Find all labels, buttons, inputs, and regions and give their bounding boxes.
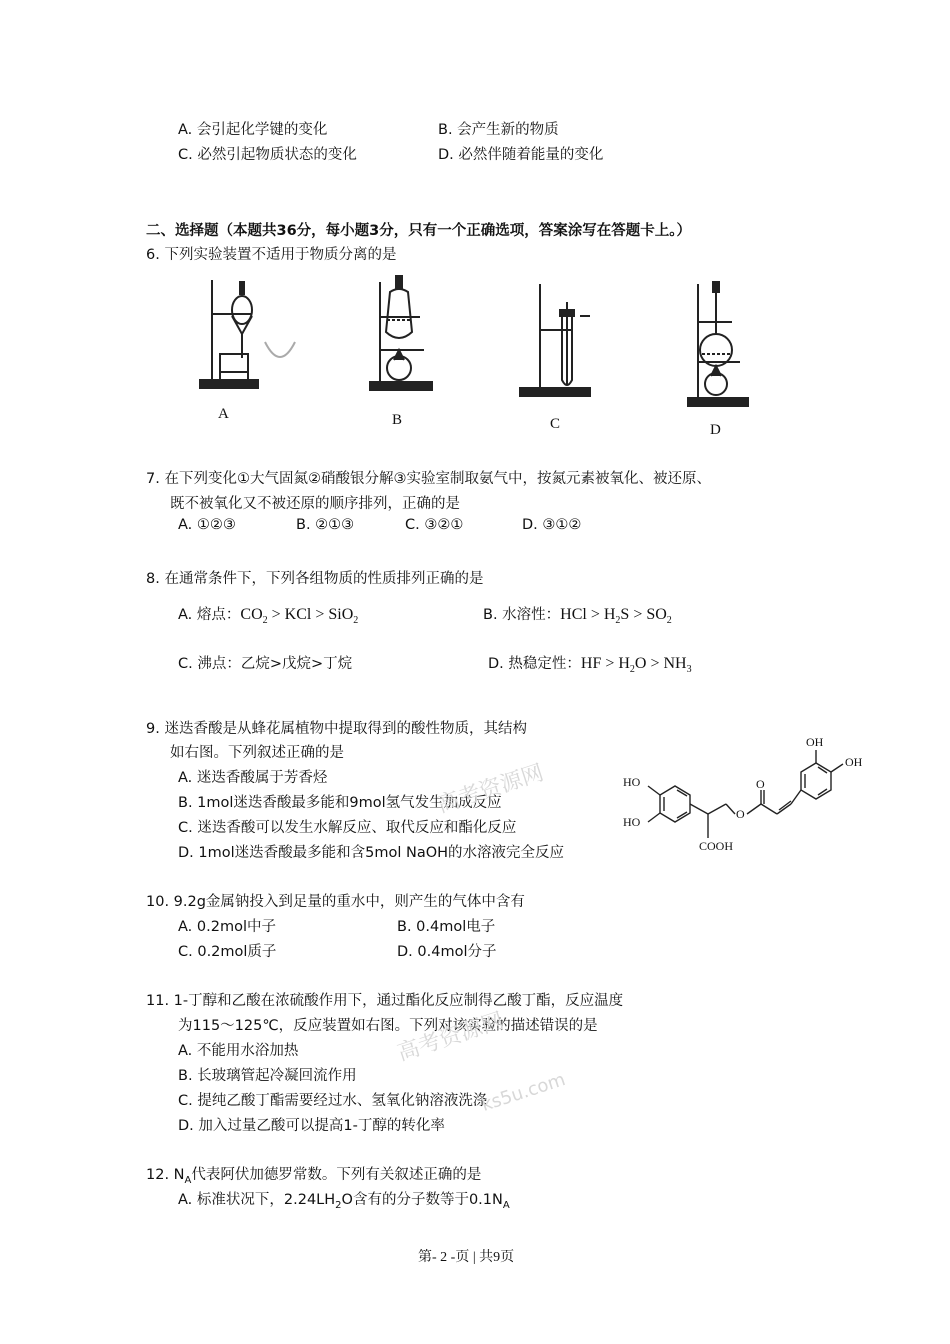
q11-option-a: A. 不能用水浴加热	[178, 1043, 299, 1059]
q9-stem-line1: 9. 迷迭香酸是从蜂花属植物中提取得到的酸性物质，其结构	[146, 721, 527, 737]
q5-option-c: C. 必然引起物质状态的变化	[178, 147, 357, 163]
q12-a-pre: A. 标准状况下，2.24LH	[178, 1192, 336, 1208]
q7-option-c: C. ③②①	[405, 517, 464, 533]
struct-o-ester: O	[736, 807, 745, 821]
q12-stem-post: 代表阿伏加德罗常数。下列有关叙述正确的是	[191, 1167, 482, 1183]
q7-option-d: D. ③①②	[522, 517, 582, 533]
apparatus-d-icon	[688, 282, 748, 406]
q12-stem-sub: A	[184, 1174, 192, 1186]
q8-b-formula: HCl > $H_2S > SO_2$	[560, 606, 672, 627]
q6-apparatus-figure	[180, 272, 770, 442]
q10-option-c: C. 0.2mol质子	[178, 944, 277, 960]
q12-a-mid: O含有的分子数等于0.1N	[341, 1192, 503, 1208]
apparatus-b-icon	[370, 276, 432, 390]
label-a: A	[218, 406, 229, 422]
apparatus-a-icon	[200, 280, 295, 388]
q8-c-label: C. 沸点：	[178, 656, 241, 672]
watermark-2: 高考资源网	[394, 1008, 507, 1067]
q12-a-sub2: A	[502, 1199, 510, 1211]
rosmarinic-acid-structure	[615, 728, 880, 858]
q8-stem: 8. 在通常条件下，下列各组物质的性质排列正确的是	[146, 571, 484, 587]
watermark-1: 高考资源网	[434, 760, 547, 819]
apparatus-c-icon	[520, 284, 590, 396]
q9-option-b: B. 1mol迷迭香酸最多能和9mol氢气发生加成反应	[178, 795, 502, 811]
q8-d-label: D. 热稳定性：	[488, 656, 581, 672]
section-title: 二、选择题（本题共36分，每小题3分，只有一个正确选项，答案涂写在答题卡上。）	[146, 223, 692, 239]
label-d: D	[710, 422, 721, 438]
q9-option-a: A. 迷迭香酸属于芳香烃	[178, 770, 328, 786]
q11-option-d: D. 加入过量乙酸可以提高1-丁醇的转化率	[178, 1118, 445, 1134]
struct-ho-bottom: HO	[623, 815, 641, 829]
q8-a-label: A. 熔点：	[178, 607, 241, 623]
q8-option-c	[178, 652, 352, 673]
q8-option-d	[488, 652, 692, 675]
q10-option-d: D. 0.4mol分子	[397, 944, 497, 960]
q12-a-sub: 2	[335, 1199, 342, 1211]
q7-option-a: A. ①②③	[178, 517, 236, 533]
label-c: C	[550, 416, 561, 432]
q9-stem-line2: 如右图。下列叙述正确的是	[170, 745, 344, 761]
q11-stem-line1: 11. 1-丁醇和乙酸在浓硫酸作用下，通过酯化反应制得乙酸丁酯，反应温度	[146, 993, 624, 1009]
q12-stem	[146, 1163, 481, 1186]
q8-c-value: 乙烷>戊烷>丁烷	[240, 656, 353, 672]
q8-option-b	[483, 603, 672, 626]
q5-option-b: B. 会产生新的物质	[438, 122, 559, 138]
page-footer: 第- 2 -页 | 共9页	[418, 1250, 515, 1265]
q10-stem: 10. 9.2g金属钠投入到足量的重水中，则产生的气体中含有	[146, 894, 525, 910]
q8-a-formula: $CO_2$ > KCl > SiO$_2$	[240, 606, 359, 627]
q7-stem-line2: 既不被氧化又不被还原的顺序排列，正确的是	[170, 496, 460, 512]
q10-option-b: B. 0.4mol电子	[397, 919, 496, 935]
q9-option-c: C. 迷迭香酸可以发生水解反应、取代反应和酯化反应	[178, 820, 517, 836]
struct-o-carbonyl: O	[756, 777, 765, 791]
q12-option-a	[178, 1188, 510, 1211]
q12-stem-pre: 12. N	[146, 1167, 185, 1183]
q9-option-d: D. 1mol迷迭香酸最多能和含5mol NaOH的水溶液完全反应	[178, 845, 565, 861]
q5-option-d: D. 必然伴随着能量的变化	[438, 147, 604, 163]
q7-option-b: B. ②①③	[296, 517, 355, 533]
q8-b-label: B. 水溶性：	[483, 607, 561, 623]
q11-option-b: B. 长玻璃管起冷凝回流作用	[178, 1068, 357, 1084]
struct-oh-right: OH	[845, 755, 863, 769]
struct-oh-top: OH	[806, 735, 824, 749]
q7-stem-line1: 7. 在下列变化①大气固氮②硝酸银分解③实验室制取氨气中，按氮元素被氧化、被还原、	[146, 471, 711, 487]
q6-stem: 6. 下列实验装置不适用于物质分离的是	[146, 247, 397, 263]
watermark-3: ks5u.com	[478, 1069, 568, 1116]
q10-option-a: A. 0.2mol中子	[178, 919, 276, 935]
label-b: B	[392, 412, 403, 428]
q8-option-a	[178, 603, 358, 626]
struct-ho-top: HO	[623, 775, 641, 789]
struct-cooh: COOH	[699, 839, 734, 853]
q11-option-c: C. 提纯乙酸丁酯需要经过水、氢氧化钠溶液洗涤	[178, 1093, 488, 1109]
q11-stem-line2: 为115～125℃，反应装置如右图。下列对该实验的描述错误的是	[178, 1018, 598, 1034]
q8-d-formula: HF > $H_2O > NH_3$	[580, 655, 692, 676]
q5-option-a: A. 会引起化学键的变化	[178, 122, 328, 138]
